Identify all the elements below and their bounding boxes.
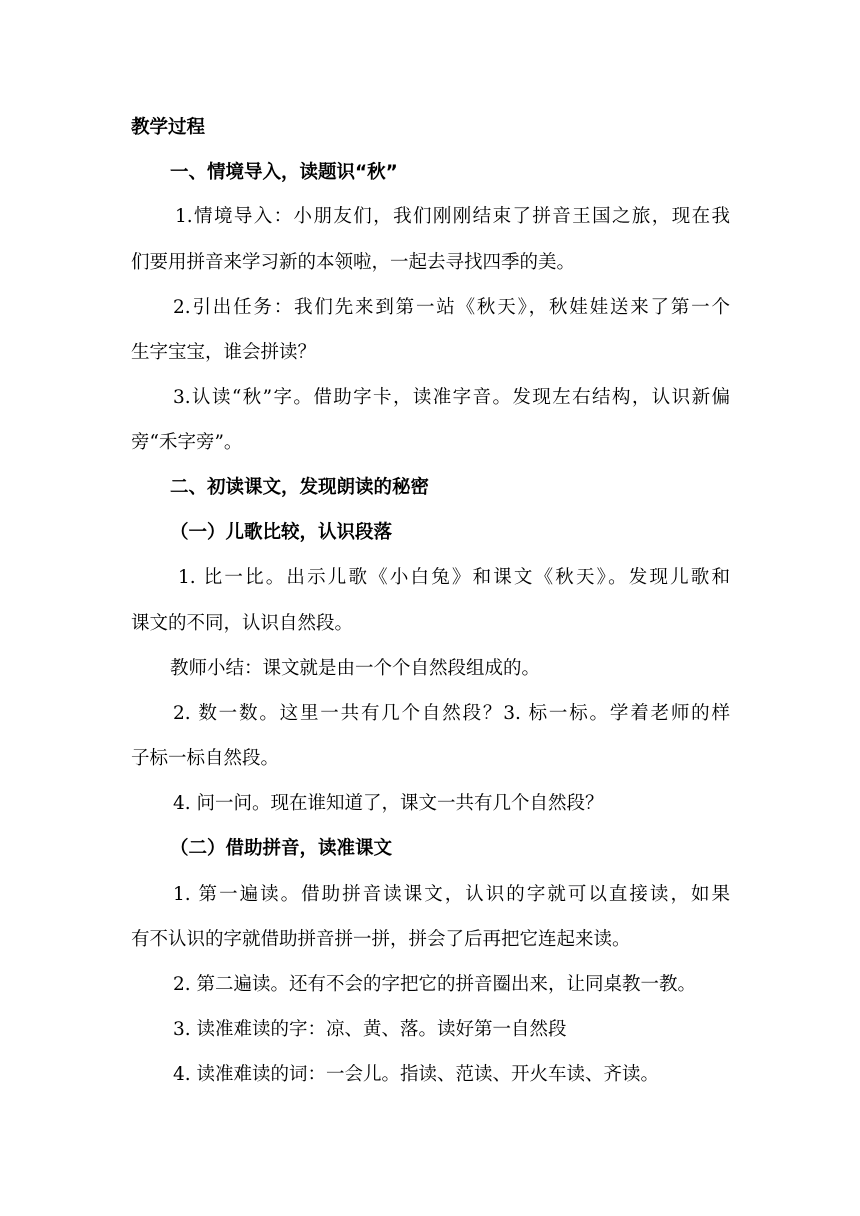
subsection1-heading: （一）儿歌比较，认识段落 [170, 522, 393, 543]
s1-paragraph1-line2: 们要用拼音来学习新的本领啦，一起去寻找四季的美。 [131, 252, 576, 273]
sub1-paragraph1-line2: 课文的不同，认识自然段。 [131, 613, 354, 634]
document-title: 教学过程 [131, 117, 206, 138]
sub1-paragraph1-line1: 1. 比一比。出示儿歌《小白兔》和课文《秋天》。发现儿歌和 [178, 567, 730, 588]
sub2-paragraph1-line2: 有不认识的字就借助拼音拼一拼，拼会了后再把它连起来读。 [131, 929, 631, 950]
s1-paragraph3-line2: 旁“禾字旁”。 [131, 432, 243, 453]
subsection2-heading: （二）借助拼音，读准课文 [170, 838, 393, 859]
sub1-paragraph4: 4. 问一问。现在谁知道了，课文一共有几个自然段？ [173, 793, 604, 814]
s1-paragraph3-line1: 3.认读“秋”字。借助字卡，读准字音。发现左右结构，认识新偏 [173, 387, 730, 408]
section2-heading: 二、初读课文，发现朗读的秘密 [170, 477, 430, 498]
s1-paragraph2-line2: 生字宝宝，谁会拼读？ [131, 342, 317, 363]
sub2-paragraph3: 3. 读准难读的字：凉、黄、落。读好第一自然段 [173, 1019, 567, 1040]
sub2-paragraph4: 4. 读准难读的词：一会儿。指读、范读、开火车读、齐读。 [173, 1064, 660, 1085]
section1-heading: 一、情境导入，读题识“秋” [170, 162, 398, 183]
sub2-paragraph1-line1: 1. 第一遍读。借助拼音读课文，认识的字就可以直接读，如果 [173, 884, 730, 905]
sub1-paragraph2-line2: 子标一标自然段。 [131, 748, 280, 769]
sub1-paragraph2-line1: 2. 数一数。这里一共有几个自然段？3. 标一标。学着老师的样 [173, 703, 730, 724]
sub2-paragraph2: 2. 第二遍读。还有不会的字把它的拼音圈出来，让同桌教一教。 [173, 974, 697, 995]
s1-paragraph2-line1: 2.引出任务：我们先来到第一站《秋天》，秋娃娃送来了第一个 [173, 297, 730, 318]
s1-paragraph1-line1: 1.情境导入：小朋友们，我们刚刚结束了拼音王国之旅，现在我 [175, 206, 730, 227]
teacher-summary: 教师小结：课文就是由一个个自然段组成的。 [170, 658, 541, 679]
